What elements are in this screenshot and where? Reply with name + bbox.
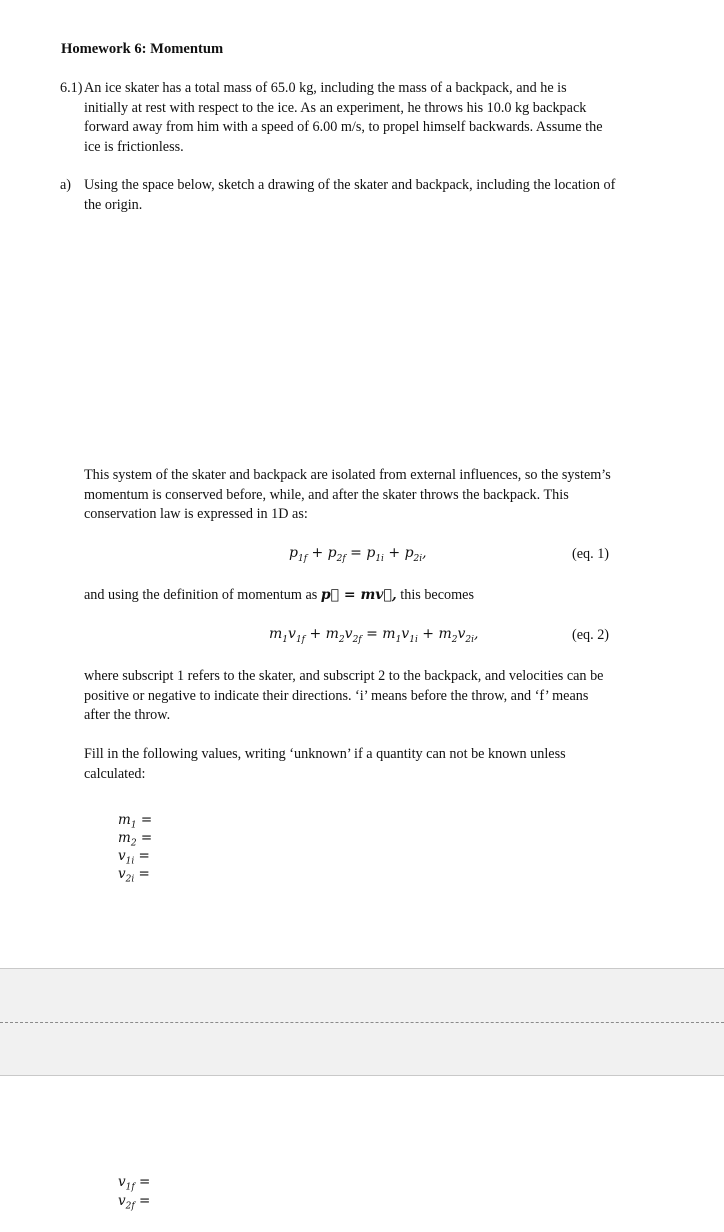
eq1-subscript: 1i: [375, 553, 384, 564]
variable-v1f: $v_{1f}$ =: [118, 1174, 151, 1193]
subscript-explanation-paragraph: [84, 667, 674, 726]
problem-line: ice is frictionless.: [84, 138, 184, 155]
part-a: [60, 176, 672, 215]
definition-tail: this becomes: [400, 587, 474, 603]
eq1-term: p: [327, 545, 337, 561]
part-a-line: the origin.: [84, 196, 143, 213]
paragraph-line: after the throw.: [84, 707, 171, 724]
equation-2-label: (eq. 2): [572, 627, 610, 643]
eq1-subscript: 2i: [413, 553, 423, 564]
problem-number: 6.1): [60, 80, 83, 96]
variable-m1: $m_1$ =: [118, 812, 153, 831]
eq1-term: p: [289, 545, 298, 561]
eq1-operator: +: [307, 545, 328, 561]
paragraph-line: Fill in the following values, writing ‘unknown’ if a quantity can not be known unless: [84, 746, 566, 762]
eq1-operator: +: [383, 545, 405, 561]
paragraph-line: where subscript 1 refers to the skater, and subscript 2 to the backpack, and velocities can be: [84, 668, 604, 684]
eq1-operator: =: [345, 545, 367, 561]
definition-formula: p⃗ = mv⃗,: [320, 587, 397, 603]
part-a-line: Using the space below, sketch a drawing of the skater and backpack, including the location of: [84, 177, 616, 193]
paragraph-line: positive or negative to indicate their directions. ‘i’ means before the throw, and ‘f’ means: [84, 687, 589, 704]
equation-1-label: (eq. 1): [572, 546, 610, 562]
eq1-subscript: 1f: [297, 553, 308, 564]
page-title: Homework 6: Momentum: [61, 41, 224, 57]
paragraph-line: calculated:: [84, 765, 146, 782]
equation-2: $m_1v_{1f} + m_2v_{2f} = m_1v_{1i} + m_2v_{2i}$,: [269, 626, 479, 645]
paragraph-line: This system of the skater and backpack are isolated from external influences, so the system’s: [84, 467, 611, 483]
problem-line: forward away from him with a speed of 6.00 m/s, to propel himself backwards. Assume the: [84, 119, 603, 136]
problem-statement: [60, 79, 670, 157]
eq1-subscript: 2f: [336, 553, 346, 564]
equation-1: [289, 544, 427, 569]
paragraph-line: momentum is conserved before, while, and after the skater throws the backpack. This: [84, 486, 569, 503]
problem-line: initially at rest with respect to the ice. As an experiment, he throws his 10.0 kg backpack: [84, 99, 587, 116]
variable-m2: $m_2$ =: [118, 830, 153, 849]
problem-line: An ice skater has a total mass of 65.0 kg, including the mass of a backpack, and he is: [84, 80, 567, 96]
isolated-system-paragraph: [84, 466, 664, 525]
eq1-operator: ,: [422, 545, 427, 561]
variable-v2f: $v_{2f}$ =: [118, 1193, 151, 1212]
paragraph-line: conservation law is expressed in 1D as:: [84, 506, 308, 523]
momentum-definition-line: [84, 586, 474, 606]
definition-text: and using the definition of momentum as: [84, 587, 318, 603]
eq2-term: m: [269, 626, 283, 642]
eq1-term: p: [404, 545, 414, 561]
eq1-term: p: [366, 545, 376, 561]
part-a-label: a): [60, 177, 72, 193]
page-break-dashed-line: [0, 1022, 724, 1023]
variable-v1i: $v_{1i}$ =: [118, 848, 150, 867]
variable-v2i: $v_{2i}$ =: [118, 866, 150, 885]
fill-in-instructions: [84, 745, 664, 784]
